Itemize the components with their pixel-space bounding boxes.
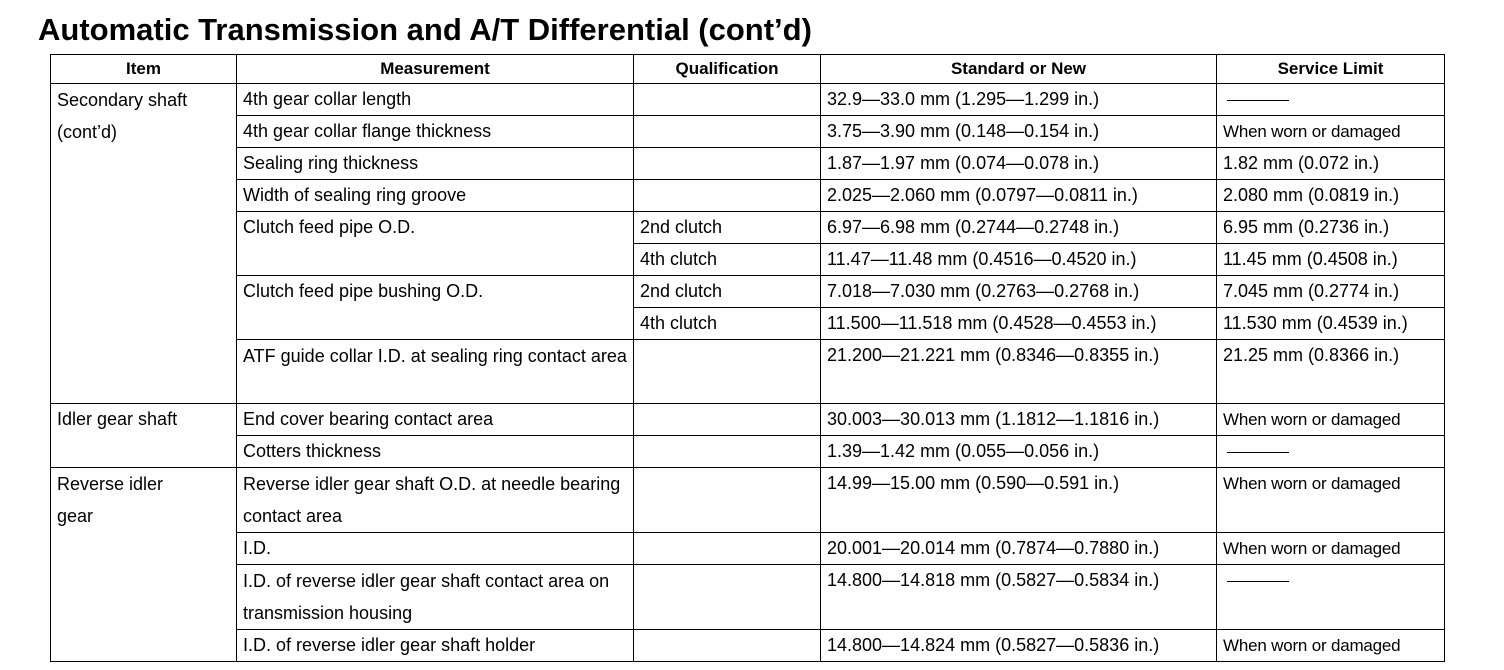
column-header-item: Item [51,55,237,84]
qualification-cell [634,468,821,533]
service-limit-cell: 7.045 mm (0.2774 in.) [1217,276,1445,308]
standard-cell: 14.99—15.00 mm (0.590—0.591 in.) [821,468,1217,533]
standard-cell: 30.003—30.013 mm (1.1812—1.1816 in.) [821,404,1217,436]
table-row [51,404,1445,436]
service-limit-cell: 2.080 mm (0.0819 in.) [1217,180,1445,212]
standard-cell: 21.200—21.221 mm (0.8346—0.8355 in.) [821,340,1217,404]
qualification-cell: 2nd clutch [634,276,821,308]
service-limit-cell [1217,436,1445,468]
qualification-cell: 4th clutch [634,308,821,340]
standard-cell: 11.47—11.48 mm (0.4516—0.4520 in.) [821,244,1217,276]
dash-mark [1227,452,1289,453]
service-limit-cell: 6.95 mm (0.2736 in.) [1217,212,1445,244]
service-limit-cell: When worn or damaged [1217,630,1445,662]
standard-cell: 2.025—2.060 mm (0.0797—0.0811 in.) [821,180,1217,212]
service-limit-cell: When worn or damaged [1217,533,1445,565]
service-limit-cell: When worn or damaged [1217,404,1445,436]
measurement-cell: Reverse idler gear shaft O.D. at needle bearing contact area [237,468,634,533]
qualification-cell [634,84,821,116]
table-row [51,116,1445,148]
measurement-cell: Clutch feed pipe O.D. [237,212,634,276]
item-cell: Secondary shaft (cont’d) [51,84,237,404]
page-title: Automatic Transmission and A/T Differential (cont’d) [38,12,812,47]
dash-mark [1227,581,1289,582]
measurement-cell: ATF guide collar I.D. at sealing ring contact area [237,340,634,404]
qualification-cell [634,340,821,404]
table-row [51,276,1445,308]
table-row [51,468,1445,533]
column-header-service-limit: Service Limit [1217,55,1445,84]
qualification-cell [634,565,821,630]
table-row [51,533,1445,565]
standard-cell: 14.800—14.818 mm (0.5827—0.5834 in.) [821,565,1217,630]
standard-cell: 3.75—3.90 mm (0.148—0.154 in.) [821,116,1217,148]
table-row [51,148,1445,180]
spec-table [50,54,1445,662]
qualification-cell [634,180,821,212]
item-cell: Idler gear shaft [51,404,237,468]
standard-cell: 20.001—20.014 mm (0.7874—0.7880 in.) [821,533,1217,565]
service-limit-cell: When worn or damaged [1217,468,1445,533]
service-limit-cell: 21.25 mm (0.8366 in.) [1217,340,1445,404]
table-row [51,84,1445,116]
service-limit-cell: When worn or damaged [1217,116,1445,148]
measurement-cell: End cover bearing contact area [237,404,634,436]
qualification-cell [634,630,821,662]
measurement-cell: 4th gear collar length [237,84,634,116]
column-header-qualification: Qualification [634,55,821,84]
measurement-cell: I.D. of reverse idler gear shaft contact area on transmission housing [237,565,634,630]
measurement-cell: Sealing ring thickness [237,148,634,180]
standard-cell: 7.018—7.030 mm (0.2763—0.2768 in.) [821,276,1217,308]
qualification-cell [634,148,821,180]
service-limit-cell: 11.530 mm (0.4539 in.) [1217,308,1445,340]
column-header-measurement: Measurement [237,55,634,84]
qualification-cell: 2nd clutch [634,212,821,244]
standard-cell: 14.800—14.824 mm (0.5827—0.5836 in.) [821,630,1217,662]
table-row [51,436,1445,468]
measurement-cell: 4th gear collar flange thickness [237,116,634,148]
service-limit-cell: 1.82 mm (0.072 in.) [1217,148,1445,180]
measurement-cell: Cotters thickness [237,436,634,468]
service-limit-cell [1217,565,1445,630]
measurement-cell: I.D. [237,533,634,565]
table-row [51,212,1445,244]
standard-cell: 1.87—1.97 mm (0.074—0.078 in.) [821,148,1217,180]
service-limit-cell: 11.45 mm (0.4508 in.) [1217,244,1445,276]
qualification-cell [634,533,821,565]
item-cell: Reverse idler gear [51,468,237,662]
qualification-cell [634,404,821,436]
measurement-cell: Clutch feed pipe bushing O.D. [237,276,634,340]
standard-cell: 6.97—6.98 mm (0.2744—0.2748 in.) [821,212,1217,244]
table-row [51,630,1445,662]
table-row [51,565,1445,630]
qualification-cell [634,116,821,148]
table-header-row [51,55,1445,84]
standard-cell: 11.500—11.518 mm (0.4528—0.4553 in.) [821,308,1217,340]
qualification-cell [634,436,821,468]
dash-mark [1227,100,1289,101]
qualification-cell: 4th clutch [634,244,821,276]
measurement-cell: Width of sealing ring groove [237,180,634,212]
column-header-standard: Standard or New [821,55,1217,84]
measurement-cell: I.D. of reverse idler gear shaft holder [237,630,634,662]
table-row [51,340,1445,404]
standard-cell: 32.9—33.0 mm (1.295—1.299 in.) [821,84,1217,116]
table-row [51,180,1445,212]
standard-cell: 1.39—1.42 mm (0.055—0.056 in.) [821,436,1217,468]
service-limit-cell [1217,84,1445,116]
